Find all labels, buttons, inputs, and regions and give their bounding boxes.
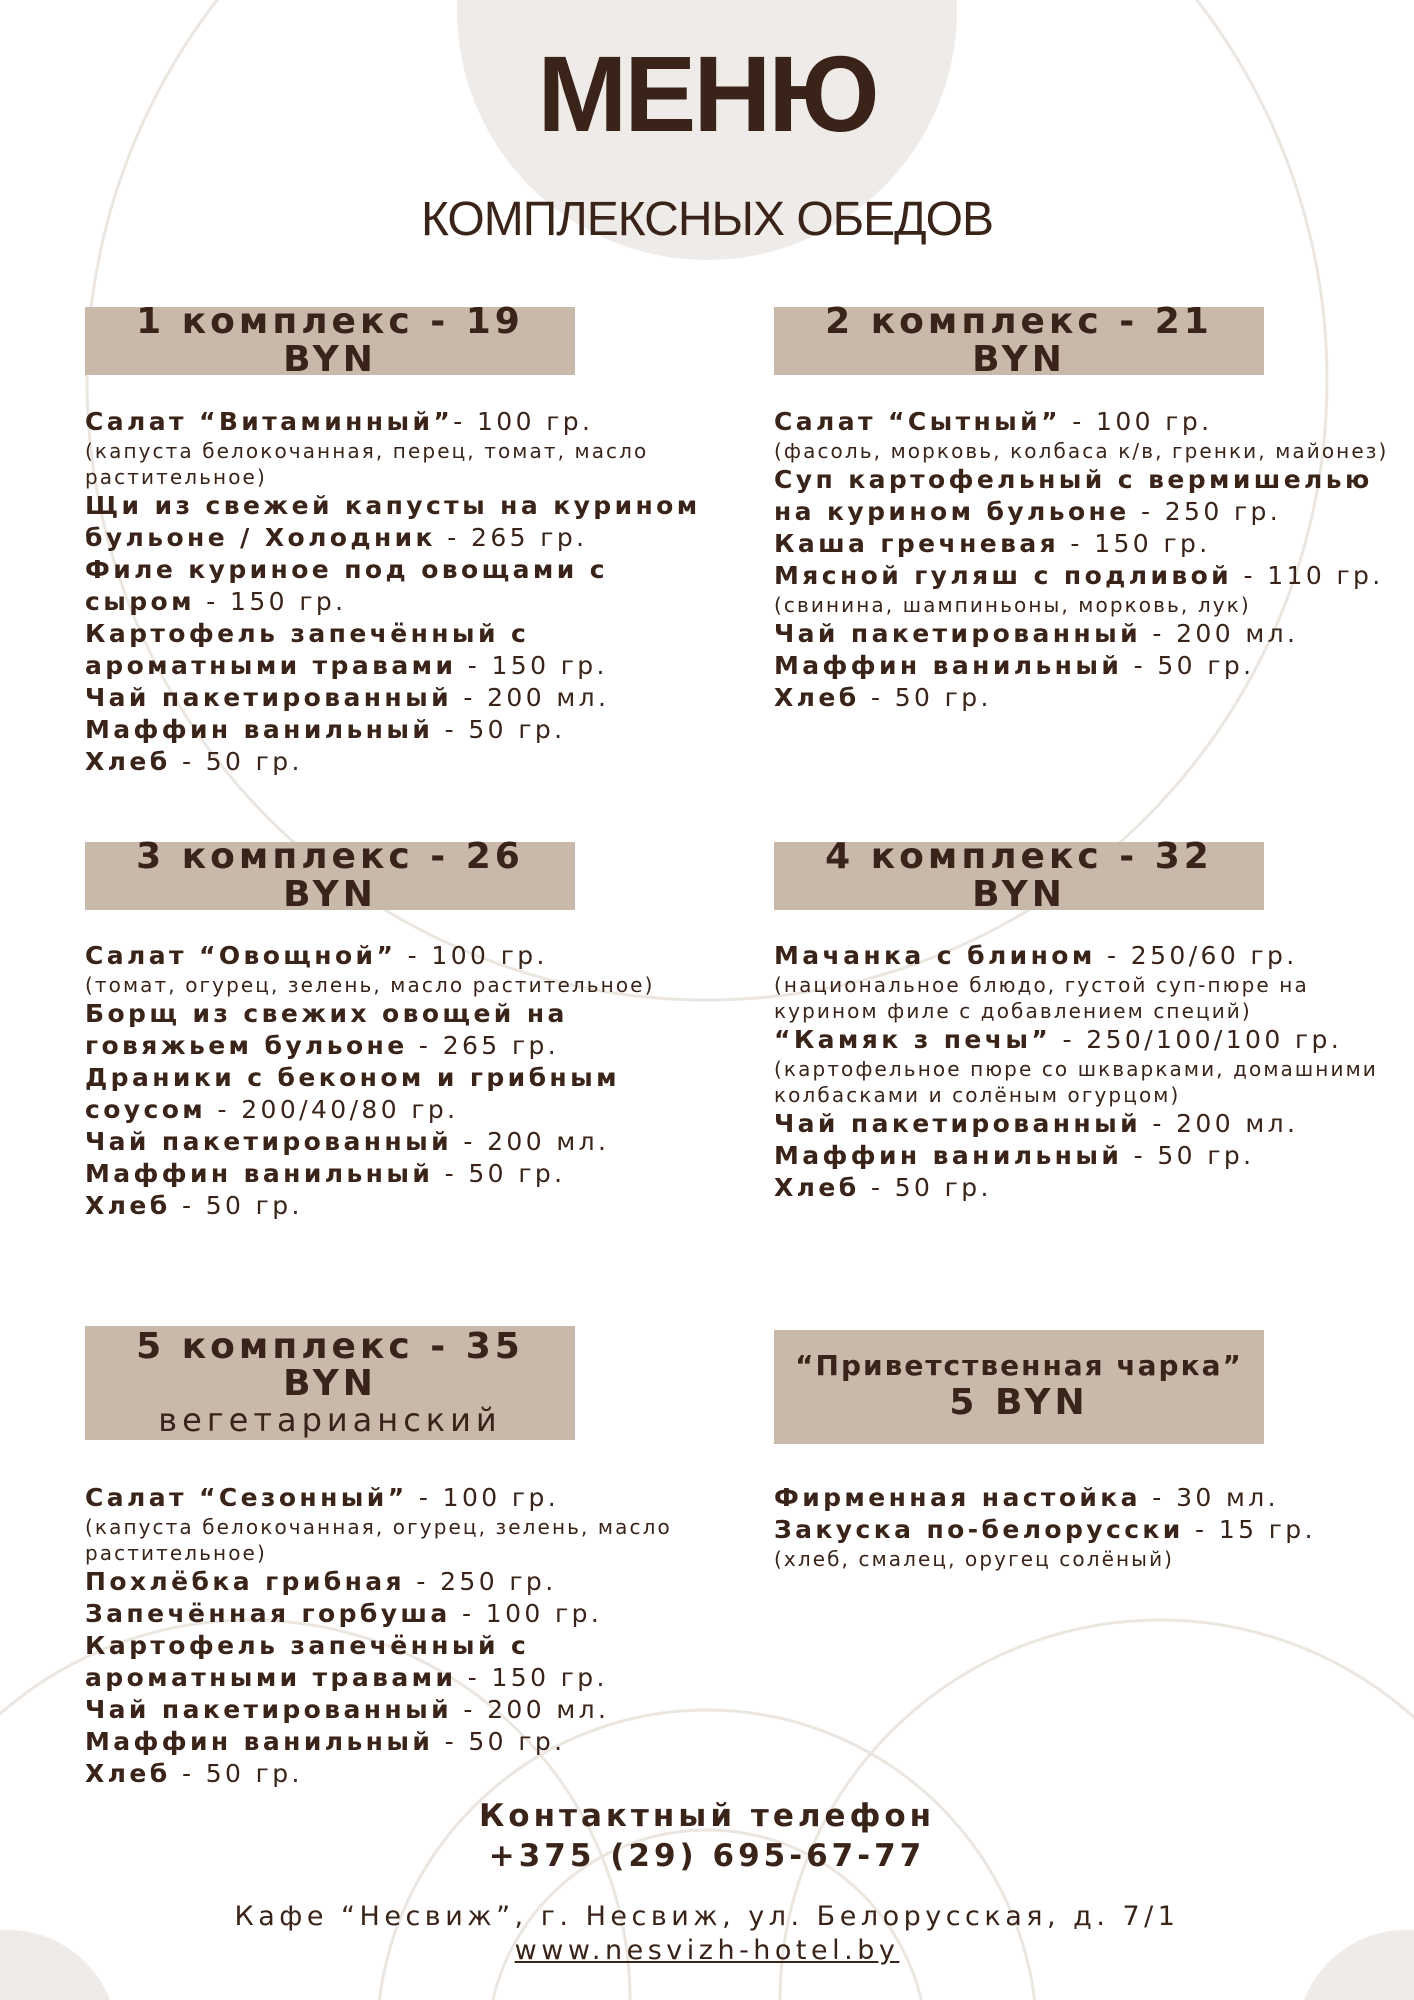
complex-3-title: 3 комплекс - 26 BYN <box>136 836 524 915</box>
dish-amount: - 265 гр. <box>435 523 588 552</box>
dish-amount: - 100 гр. <box>407 1483 560 1512</box>
dish-amount: - 200 мл. <box>452 1127 610 1156</box>
dish-name: Хлеб <box>85 1191 171 1220</box>
complex-2-items <box>774 406 1394 714</box>
dish-name: Хлеб <box>774 1173 860 1202</box>
list-item <box>774 940 1414 1024</box>
dish-note: (картофельное пюре со шкварками, домашними колбасками и солёным огурцом) <box>774 1057 1378 1107</box>
dish-name: Салат “Сытный” <box>774 407 1061 436</box>
contact-label: Контактный телефон <box>478 1798 936 1834</box>
list-item <box>85 1566 705 1598</box>
dish-name: Салат “Сезонный” <box>85 1483 408 1512</box>
dish-name: Салат “Овощной” <box>85 941 397 970</box>
dish-amount: - 150 гр. <box>456 651 608 680</box>
dish-name: Маффин ванильный <box>774 1141 1123 1170</box>
dish-amount: - 100 гр. <box>453 407 594 436</box>
list-item <box>85 490 705 554</box>
list-item <box>774 1482 1394 1514</box>
list-item <box>85 1482 705 1566</box>
website-link[interactable]: www.nesvizh-hotel.by <box>514 1935 900 1966</box>
dish-name: Картофель запечённый с ароматными травами <box>85 1631 530 1692</box>
dish-name: Маффин ванильный <box>85 715 434 744</box>
dish-amount: - 110 гр. <box>1232 561 1384 590</box>
complex-2-title: 2 комплекс - 21 BYN <box>825 301 1213 380</box>
dish-note: (фасоль, морковь, колбаса к/в, гренки, майонез) <box>774 439 1389 463</box>
dish-amount: - 100 гр. <box>450 1599 603 1628</box>
list-item <box>774 682 1394 714</box>
welcome-drink-title: “Приветственная чарка” <box>795 1349 1243 1383</box>
list-item <box>85 406 705 490</box>
complex-4-items <box>774 940 1414 1204</box>
dish-amount: - 50 гр. <box>170 1191 303 1220</box>
dish-amount: - 250 гр. <box>1129 497 1282 526</box>
dish-amount: - 50 гр. <box>859 1173 992 1202</box>
list-item <box>774 1108 1414 1140</box>
list-item <box>85 1158 705 1190</box>
dish-amount: - 150 гр. <box>1059 529 1211 558</box>
dish-name: Суп картофельный с вермишелью на курином бульоне <box>774 465 1373 526</box>
dish-name: Мачанка с блином <box>774 941 1096 970</box>
complex-5-subtitle: вегетарианский <box>158 1401 502 1440</box>
complex-1-items <box>85 406 705 778</box>
dish-amount: - 50 гр. <box>1122 1141 1255 1170</box>
dish-amount: - 200 мл. <box>452 683 610 712</box>
dish-name: Щи из свежей капусты на курином бульоне / Холодник <box>85 491 701 552</box>
dish-amount: - 50 гр. <box>859 683 992 712</box>
dish-amount: - 250 гр. <box>405 1567 557 1596</box>
page-title: МЕНЮ <box>537 33 877 154</box>
list-item <box>774 1514 1394 1572</box>
dish-name: Хлеб <box>85 1759 171 1788</box>
list-item <box>774 618 1394 650</box>
complex-1-title: 1 комплекс - 19 BYN <box>136 301 524 380</box>
dish-note: (томат, огурец, зелень, масло растительное) <box>85 973 655 997</box>
dish-note: (капуста белокочанная, перец, томат, масло растительное) <box>85 439 649 489</box>
welcome-drink-items <box>774 1482 1394 1572</box>
dish-name: Картофель запечённый с ароматными травами <box>85 619 530 680</box>
dish-amount: - 150 гр. <box>194 587 347 616</box>
dish-amount: - 200 мл. <box>452 1695 610 1724</box>
dish-name: Запечённая горбуша <box>85 1599 451 1628</box>
dish-name: Чай пакетированный <box>85 683 452 712</box>
dish-amount: - 100 гр. <box>396 941 548 970</box>
list-item <box>85 746 705 778</box>
dish-amount: - 150 гр. <box>456 1663 608 1692</box>
dish-name: Фирменная настойка <box>774 1483 1141 1512</box>
list-item <box>85 1726 705 1758</box>
footer-address: Кафе “Несвиж”, г. Несвиж, ул. Белорусская, д. 7/1 <box>234 1901 1180 1932</box>
complex-4-tag <box>774 836 1264 915</box>
list-item <box>774 1024 1414 1108</box>
dish-amount: - 200/40/80 гр. <box>206 1095 459 1124</box>
dish-note: (капуста белокочанная, огурец, зелень, масло растительное) <box>85 1515 672 1565</box>
dish-note: (национальное блюдо, густой суп-пюре на курином филе с добавлением специй) <box>774 973 1309 1023</box>
dish-amount: - 200 мл. <box>1141 1109 1299 1138</box>
list-item <box>85 1062 705 1126</box>
list-item <box>85 1694 705 1726</box>
complex-4-title: 4 комплекс - 32 BYN <box>825 836 1213 915</box>
dish-amount: - 50 гр. <box>433 1727 566 1756</box>
dish-name: Чай пакетированный <box>774 619 1141 648</box>
dish-amount: - 200 мл. <box>1141 619 1299 648</box>
contact-block <box>0 1796 1414 1876</box>
dish-amount: - 50 гр. <box>170 747 303 776</box>
dish-name: Салат “Витаминный” <box>85 407 454 436</box>
list-item <box>85 682 705 714</box>
welcome-drink-price: 5 BYN <box>949 1382 1089 1424</box>
dish-amount: - 15 гр. <box>1183 1515 1316 1544</box>
list-item <box>774 406 1394 464</box>
dish-name: Каша гречневая <box>774 529 1060 558</box>
list-item <box>85 1630 705 1694</box>
complex-3-items <box>85 940 705 1222</box>
dish-name: “Камяк з печы” <box>774 1025 1052 1054</box>
dish-name: Чай пакетированный <box>774 1109 1141 1138</box>
contact-phone[interactable]: +375 (29) 695-67-77 <box>488 1838 926 1874</box>
dish-amount: - 50 гр. <box>433 715 566 744</box>
dish-note: (хлеб, смалец, оругец солёный) <box>774 1547 1175 1571</box>
dish-amount: - 265 гр. <box>407 1031 560 1060</box>
list-item <box>774 464 1394 528</box>
complex-5-tag <box>85 1326 575 1440</box>
list-item <box>85 998 705 1062</box>
dish-amount: - 50 гр. <box>433 1159 566 1188</box>
complex-2-tag <box>774 301 1264 380</box>
list-item <box>774 1172 1414 1204</box>
dish-name: Похлёбка грибная <box>85 1567 406 1596</box>
dish-amount: - 50 гр. <box>170 1759 303 1788</box>
list-item <box>774 1140 1414 1172</box>
welcome-drink-tag <box>774 1330 1264 1444</box>
dish-amount: - 250/100/100 гр. <box>1051 1025 1343 1054</box>
dish-name: Борщ из свежих овощей на говяжьем бульоне <box>85 999 568 1060</box>
list-item <box>85 1598 705 1630</box>
dish-name: Закуска по-белорусски <box>774 1515 1184 1544</box>
complex-3-tag <box>85 836 575 915</box>
dish-name: Мясной гуляш с подливой <box>774 561 1233 590</box>
dish-name: Чай пакетированный <box>85 1695 452 1724</box>
list-item <box>85 554 705 618</box>
dish-name: Хлеб <box>774 683 860 712</box>
dish-amount: - 100 гр. <box>1060 407 1213 436</box>
list-item <box>774 650 1394 682</box>
list-item <box>774 528 1394 560</box>
dish-name: Маффин ванильный <box>85 1159 434 1188</box>
page-subtitle: КОМПЛЕКСНЫХ ОБЕДОВ <box>420 193 994 246</box>
list-item <box>774 560 1394 618</box>
dish-name: Хлеб <box>85 747 171 776</box>
list-item <box>85 1758 705 1790</box>
dish-amount: - 30 мл. <box>1140 1483 1280 1512</box>
complex-1-tag <box>85 301 575 380</box>
list-item <box>85 940 705 998</box>
dish-name: Филе куриное под овощами с сыром <box>85 555 608 616</box>
dish-amount: - 50 гр. <box>1122 651 1255 680</box>
dish-name: Драники с беконом и грибным соусом <box>85 1063 620 1124</box>
list-item <box>85 618 705 682</box>
list-item <box>85 714 705 746</box>
complex-5-items <box>85 1482 705 1790</box>
dish-name: Чай пакетированный <box>85 1127 452 1156</box>
dish-amount: - 250/60 гр. <box>1095 941 1298 970</box>
footer <box>0 1900 1414 1968</box>
dish-name: Маффин ванильный <box>85 1727 434 1756</box>
dish-note: (свинина, шампиньоны, морковь, лук) <box>774 593 1251 617</box>
list-item <box>85 1190 705 1222</box>
list-item <box>85 1126 705 1158</box>
complex-5-title: 5 комплекс - 35 BYN <box>136 1325 524 1405</box>
dish-name: Маффин ванильный <box>774 651 1123 680</box>
